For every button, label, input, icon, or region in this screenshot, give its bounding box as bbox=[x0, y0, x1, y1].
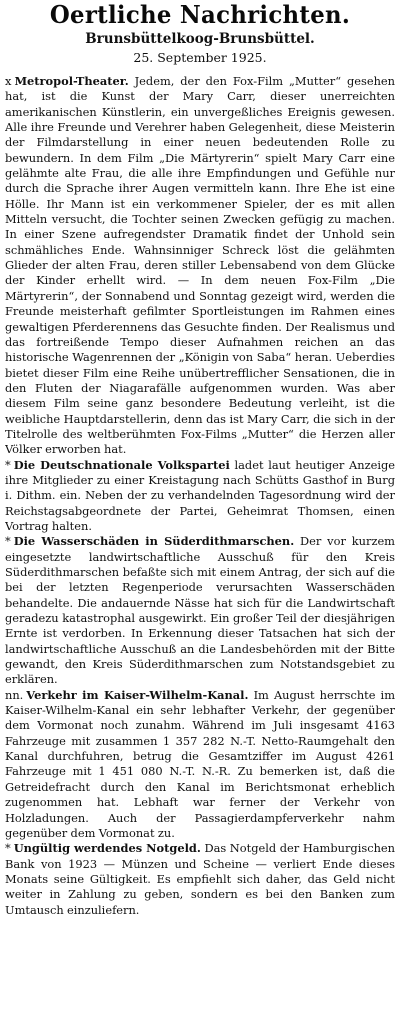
article-headline: Die Wasserschäden in Süderdithmarschen. bbox=[13, 534, 295, 549]
issue-date: 25. September 1925. bbox=[133, 50, 267, 65]
masthead bbox=[5, 2, 395, 66]
article-metropol-theater bbox=[5, 74, 395, 458]
location-heading: Brunsbüttelkoog-Brunsbüttel. bbox=[85, 31, 315, 47]
article-marker: * bbox=[5, 841, 11, 856]
article-body: Im August herrschte im Kaiser-Wilhelm-Kanal ein sehr lebhafter Verkehr, der gegenüber dem Vormonat noch zunahm. Während im Juli insgesamt 4163 Fahrzeuge mit zusammen 1 357 282 N.-T. Netto-Raumgehalt den Kanal durchfuhren, betrug die Gesamtziffer im August 4261 Fahrzeuge mit 1 451 080 N.-T. N.-R. Zu bemerken ist, daß die Getreidefracht durch den Kanal im Berichtsmonat erheblich zugenommen hat. Lebhaft war ferner der Verkehr von Holzladungen. Auch der Passagierdampferverkehr nahm gegenüber dem Vormonat zu. bbox=[5, 687, 395, 840]
article-marker: nn. bbox=[5, 687, 24, 702]
article-wasserschaeden bbox=[5, 534, 395, 687]
article-body: ladet laut heutiger Anzeige ihre Mitglieder zu einer Kreistagung nach Schütts Gasthof in Burg i. Dithm. ein. Neben der zu verhandelnden Tagesordnung wird der Reichstagsabgeordnete der Partei, Geheimrat Thomsen, einen Vortrag halten. bbox=[5, 457, 395, 533]
article-marker: x bbox=[5, 74, 12, 88]
article-body: Jedem, der den Fox-Film „Mutter“ gesehen hat, ist die Kunst der Mary Carr, dieser unerreichten amerikanischen Künstlerin, ein unvergeßliches Ereignis gewesen. Alle ihre Freunde und Verehrer haben Gelegenheit, diese Meisterin der Filmdarstellung in einer neuen bedeutenden Rolle zu bewundern. In dem Film „Die Märtyrerin“ spielt Mary Carr eine gelähmte alte Frau, die alle ihre Empfindungen und Gefühle nur durch die Sprache ihrer Augen vermitteln kann. Ihre Ehe ist eine Hölle. Ihr Mann ist ein verkommener Spieler, der es mit allen Mitteln versucht, die Tochter seinen Zwecken gefügig zu machen. In einer Szene aufregendster Dramatik findet der Unhold sein schmähliches Ende. Wahnsinniger Schreck löst die gelähmten Glieder der alten Frau, deren stiller Lebensabend von dem Glücke der Kinder erhellt wird. — In dem neuen Fox-Film „Die Märtyrerin“, der Sonnabend und Sonntag gezeigt wird, werden die Freunde meisterhaft gefilmter Sportleistungen im Rahmen eines gewaltigen Pferderennens das Gesuchte finden. Der Realismus und das fortreißende Tempo dieser Aufnahmen reichen an das historische Wagenrennen der „Königin von Saba“ heran. Ueberdies bietet dieser Film eine Reihe unübertrefflicher Sensationen, die in den Fluten der Niagarafälle aufgenommen wurden. Was aber diesem Film seine ganz besondere Bedeutung verleiht, ist die weibliche Hauptdarstellerin, denn das ist Mary Carr, die sich in der Titelrolle des weltberühmten Fox-Films „Mutter“ die Herzen aller Völker erworben hat. bbox=[5, 74, 395, 457]
section-title: Oertliche Nachrichten. bbox=[49, 2, 351, 29]
article-marker: * bbox=[5, 534, 11, 549]
newspaper-page bbox=[5, 2, 395, 1017]
article-headline: Die Deutschnationale Volkspartei bbox=[13, 457, 230, 472]
article-body: Das Notgeld der Hamburgischen Bank von 1923 — Münzen und Scheine — verliert Ende dieses Monats seine Gültigkeit. Es empfiehlt sich daher, das Geld nicht weiter in Zahlung zu geben, sondern es bei den Banken zum Umtausch einzuliefern. bbox=[5, 841, 395, 917]
article-notgeld bbox=[5, 841, 395, 918]
article-deutschnationale-volkspartei bbox=[5, 458, 395, 535]
article-headline: Ungültig werdendes Notgeld. bbox=[13, 841, 201, 856]
article-body: Der vor kurzem eingesetzte landwirtschaftliche Ausschuß für den Kreis Süderdithmarschen befaßte sich mit einem Antrag, der sich auf die bei der letzten Regenperiode verursachten Wasserschäden behandelte. Die andauernde Nässe hat sich für die Landwirtschaft geradezu katastrophal ausgewirkt. Ein großer Teil der diesjährigen Ernte ist verdorben. In Erkennung dieser Tatsachen hat sich der landwirtschaftliche Ausschuß an die Landesbehörden mit der Bitte gewandt, den Kreis Süderdithmarschen zum Notstandsgebiet zu erklären. bbox=[5, 534, 395, 687]
article-marker: * bbox=[5, 457, 11, 472]
article-headline: Verkehr im Kaiser-Wilhelm-Kanal. bbox=[26, 687, 249, 702]
article-headline: Metropol-Theater. bbox=[14, 74, 129, 88]
article-kaiser-wilhelm-kanal bbox=[5, 688, 395, 841]
